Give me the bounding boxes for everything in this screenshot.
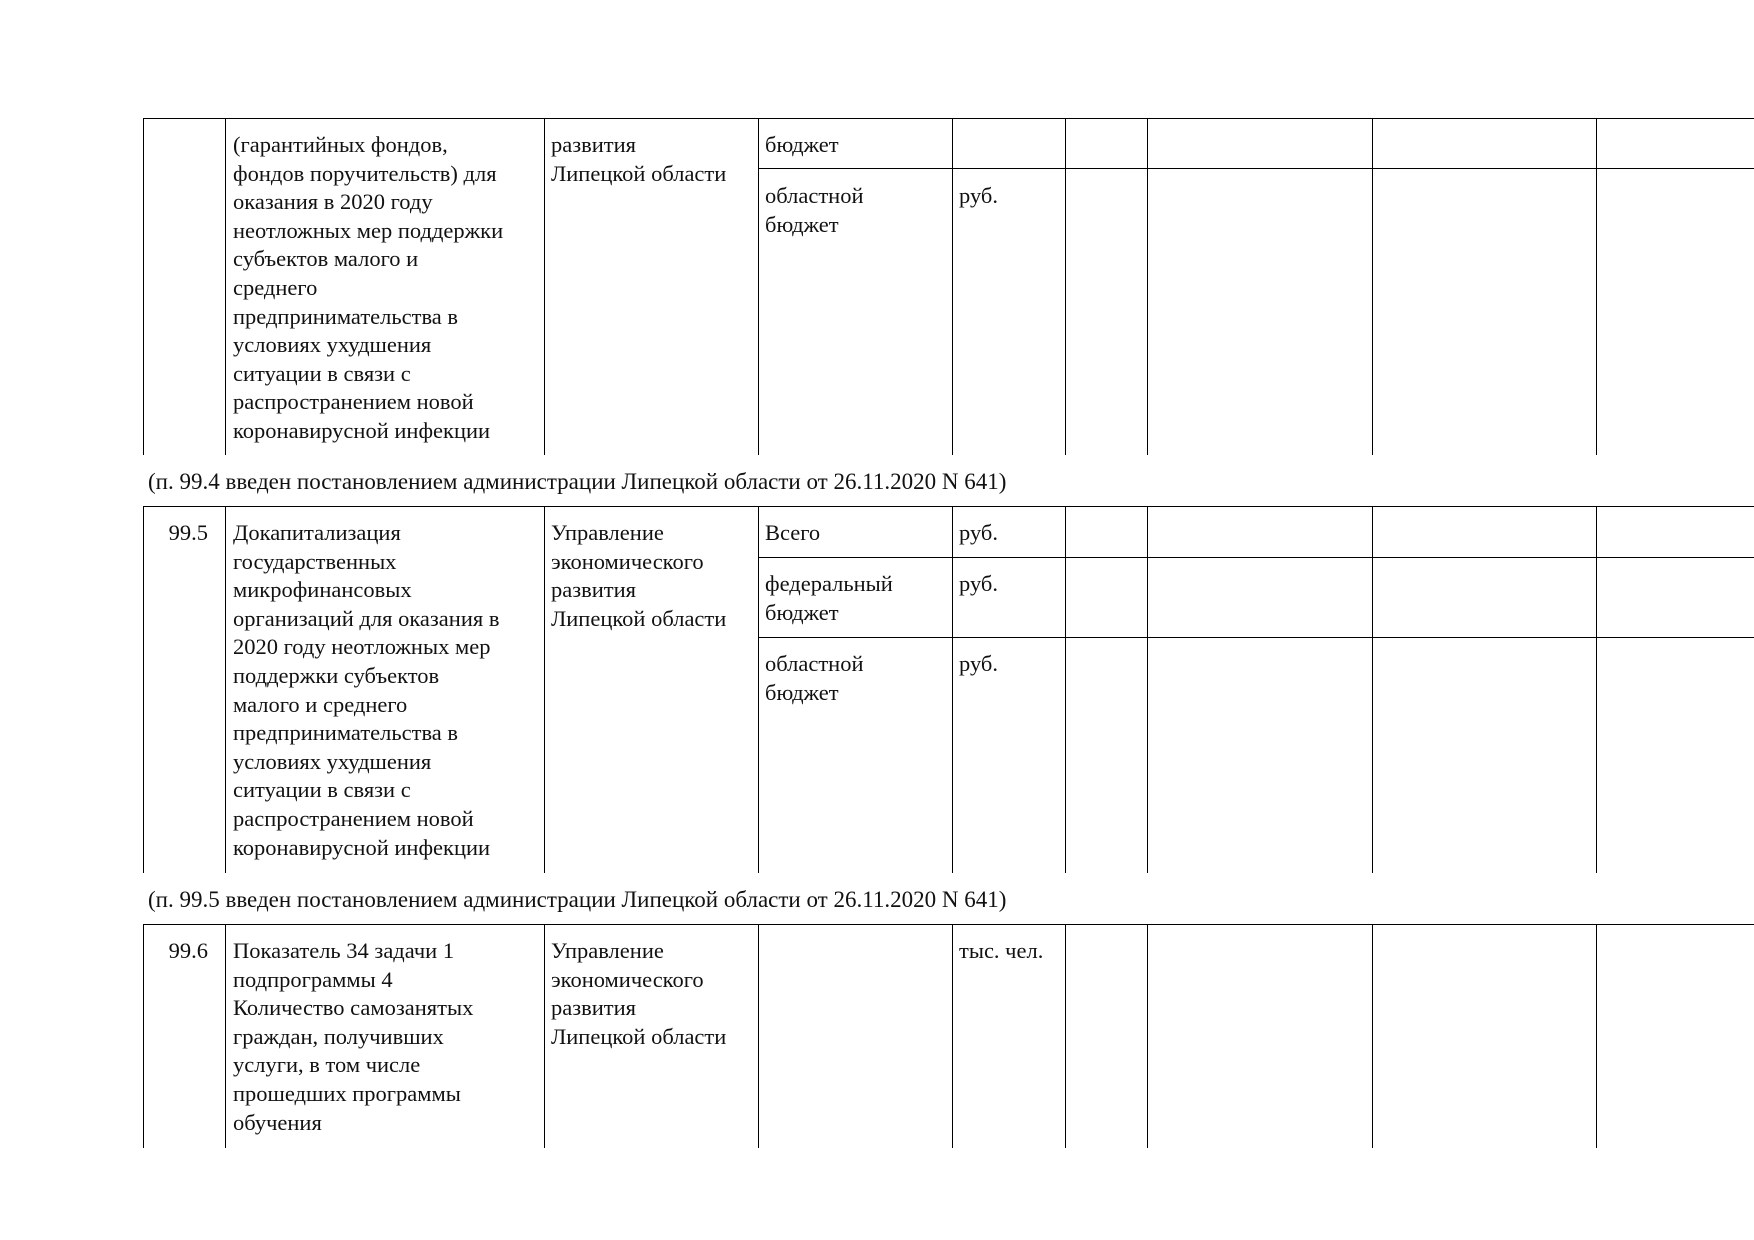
col-border bbox=[1147, 118, 1148, 455]
text-line: организаций для оказания в bbox=[233, 605, 500, 631]
col-border bbox=[1372, 506, 1373, 873]
amendment-note: (п. 99.4 введен постановлением администрации Липецкой области от 26.11.2020 N 641) bbox=[148, 469, 1007, 494]
col-border bbox=[143, 118, 144, 455]
text-line: Липецкой области bbox=[551, 605, 727, 631]
table-border-top bbox=[143, 118, 1754, 119]
text-line: областной bbox=[765, 183, 864, 208]
text-line: малого и среднего bbox=[233, 691, 408, 717]
text-line: бюджет bbox=[765, 132, 839, 157]
description-cell bbox=[233, 519, 499, 862]
text-line: государственных bbox=[233, 548, 397, 574]
source-cell bbox=[765, 650, 864, 707]
text-line: федеральный bbox=[765, 571, 893, 596]
text-line: Липецкой области bbox=[551, 160, 727, 186]
text-line: условиях ухудшения bbox=[233, 748, 432, 774]
text-line: предпринимательства в bbox=[233, 303, 459, 329]
col-border bbox=[758, 118, 759, 455]
executor-cell bbox=[551, 937, 726, 1051]
text-line: развития bbox=[551, 995, 637, 1021]
text-line: экономического bbox=[551, 548, 704, 574]
text-line: Управление bbox=[551, 520, 664, 545]
text-line: областной bbox=[765, 651, 864, 676]
block-top-border bbox=[143, 506, 1754, 507]
executor-cell bbox=[551, 519, 726, 633]
col-border bbox=[1065, 924, 1066, 1148]
text-line: (гарантийных фондов, bbox=[233, 132, 448, 157]
unit-cell: руб. bbox=[959, 571, 998, 596]
col-border bbox=[1065, 118, 1066, 455]
source-cell bbox=[765, 182, 864, 239]
unit-cell: руб. bbox=[959, 651, 998, 676]
text-line: поддержки субъектов bbox=[233, 662, 440, 688]
source-cell bbox=[765, 131, 839, 160]
row-number-cell: 99.5 bbox=[168, 520, 208, 545]
unit-cell: тыс. чел. bbox=[959, 938, 1044, 963]
col-border bbox=[1596, 118, 1597, 455]
col-border bbox=[758, 506, 759, 873]
unit-cell: руб. bbox=[959, 520, 998, 545]
text-line: Всего bbox=[765, 520, 821, 545]
amendment-note: (п. 99.5 введен постановлением администрации Липецкой области от 26.11.2020 N 641) bbox=[148, 887, 1007, 912]
text-line: услуги, в том числе bbox=[233, 1052, 421, 1078]
text-line: оказания в 2020 году bbox=[233, 189, 433, 215]
text-line: фондов поручительств) для bbox=[233, 160, 497, 186]
col-border bbox=[544, 924, 545, 1148]
col-border bbox=[1596, 924, 1597, 1148]
block-top-border bbox=[143, 924, 1754, 925]
unit-cell: руб. bbox=[959, 183, 998, 208]
text-line: бюджет bbox=[765, 599, 839, 625]
text-line: распространением новой bbox=[233, 389, 474, 415]
text-line: микрофинансовых bbox=[233, 577, 412, 603]
source-cell bbox=[765, 570, 893, 627]
col-border bbox=[758, 924, 759, 1148]
text-line: ситуации в связи с bbox=[233, 360, 411, 386]
text-line: 2020 году неотложных мер bbox=[233, 634, 491, 660]
text-line: коронавирусной инфекции bbox=[233, 834, 491, 860]
text-line: субъектов малого и bbox=[233, 246, 419, 272]
col-border bbox=[1065, 506, 1066, 873]
description-cell bbox=[233, 131, 503, 446]
col-border bbox=[1147, 506, 1148, 873]
col-border bbox=[952, 506, 953, 873]
text-line: неотложных мер поддержки bbox=[233, 217, 504, 243]
text-line: коронавирусной инфекции bbox=[233, 417, 491, 443]
text-line: предпринимательства в bbox=[233, 720, 459, 746]
text-line: подпрограммы 4 bbox=[233, 966, 393, 992]
col-border bbox=[143, 506, 144, 873]
text-line: распространением новой bbox=[233, 805, 474, 831]
col-border bbox=[952, 118, 953, 455]
text-line: Показатель 34 задачи 1 bbox=[233, 938, 455, 963]
text-line: среднего bbox=[233, 274, 318, 300]
col-border bbox=[1596, 506, 1597, 873]
text-line: Управление bbox=[551, 938, 664, 963]
text-line: развития bbox=[551, 132, 637, 157]
description-cell bbox=[233, 937, 473, 1137]
text-line: прошедших программы bbox=[233, 1080, 461, 1106]
col-border bbox=[143, 924, 144, 1148]
row-number-cell: 99.6 bbox=[168, 938, 208, 963]
col-border bbox=[1147, 924, 1148, 1148]
text-line: условиях ухудшения bbox=[233, 332, 432, 358]
text-line: бюджет bbox=[765, 211, 839, 237]
col-border bbox=[1372, 118, 1373, 455]
text-line: граждан, получивших bbox=[233, 1023, 444, 1049]
text-line: бюджет bbox=[765, 679, 839, 705]
col-border bbox=[225, 506, 226, 873]
text-line: Липецкой области bbox=[551, 1023, 727, 1049]
col-border bbox=[1372, 924, 1373, 1148]
source-cell bbox=[765, 519, 820, 548]
executor-cell bbox=[551, 131, 726, 188]
text-line: экономического bbox=[551, 966, 704, 992]
text-line: Докапитализация bbox=[233, 520, 401, 545]
col-border bbox=[952, 924, 953, 1148]
text-line: развития bbox=[551, 577, 637, 603]
text-line: Количество самозанятых bbox=[233, 995, 474, 1021]
row-divider bbox=[758, 557, 1754, 558]
col-border bbox=[544, 118, 545, 455]
row-divider bbox=[758, 637, 1754, 638]
col-border bbox=[225, 924, 226, 1148]
col-border bbox=[225, 118, 226, 455]
row-divider bbox=[758, 168, 1754, 169]
text-line: обучения bbox=[233, 1109, 322, 1135]
text-line: ситуации в связи с bbox=[233, 777, 411, 803]
col-border bbox=[544, 506, 545, 873]
